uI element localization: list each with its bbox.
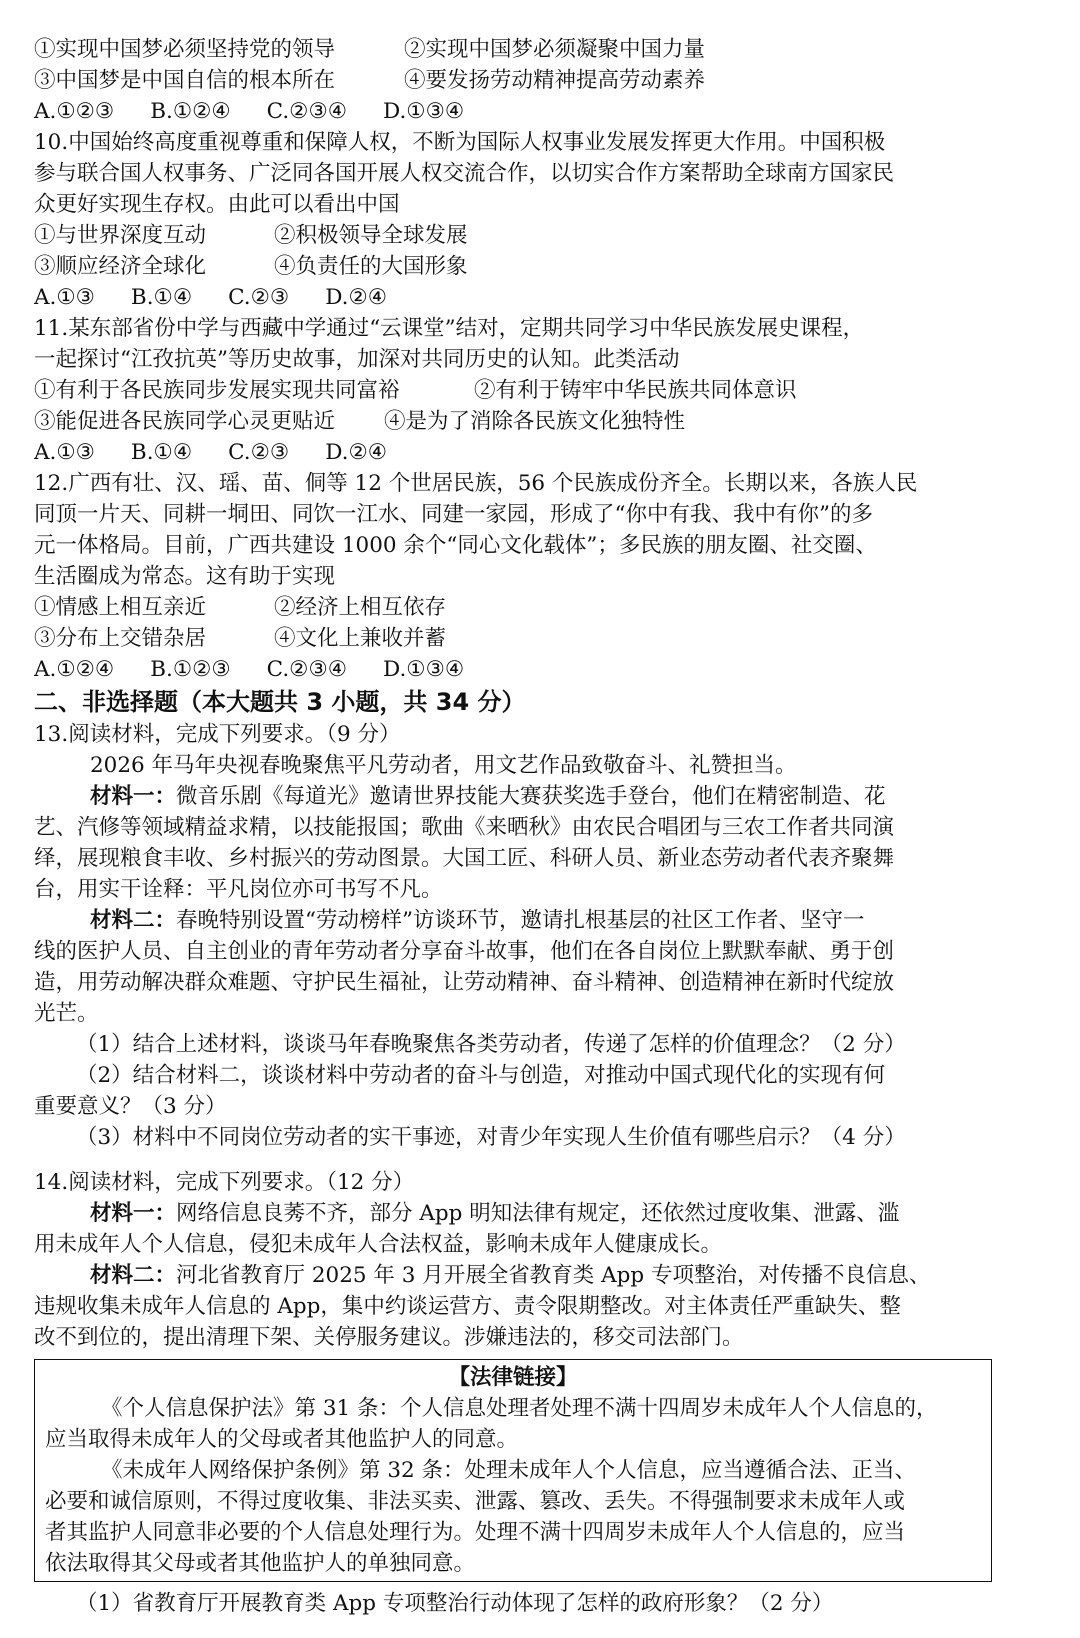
q14-material-1-line — [34, 1198, 1020, 1229]
law-link-title: 【法律链接】 — [448, 1365, 578, 1390]
q14-intro: 14.阅读材料，完成下列要求。（12 分） — [34, 1170, 415, 1195]
q9-choice-c: C.②③④ — [266, 99, 347, 124]
q11-choice-d: D.②④ — [325, 440, 388, 465]
q9-options-row-2 — [34, 65, 1020, 96]
q9-choices — [34, 96, 1020, 127]
q10-option-3: ③顺应经济全球化 — [34, 254, 207, 279]
q9-option-2: ②实现中国梦必须凝聚中国力量 — [404, 37, 706, 62]
q12-options-row-1 — [34, 592, 1020, 623]
q14-material-2-line: 违规收集未成年人信息的 App，集中约谈运营方、责令限期整改。对主体责任严重缺失、整 — [34, 1294, 901, 1319]
q12-option-1: ①情感上相互亲近 — [34, 595, 207, 620]
q13-material-2-line: 造，用劳动解决群众难题、守护民生福祉，让劳动精神、奋斗精神、创造精神在新时代绽放 — [34, 970, 895, 995]
q10-choice-b: B.①④ — [130, 285, 193, 310]
law-link-box — [34, 1359, 992, 1582]
q12-options-row-2 — [34, 623, 1020, 654]
q12-choice-a: A.①②④ — [34, 657, 115, 682]
q10-choice-a: A.①③ — [34, 285, 95, 310]
q14-material-1-label: 材料一： — [90, 1201, 177, 1226]
q9-choice-d: D.①③④ — [383, 99, 465, 124]
q10-stem-line: 参与联合国人权事务、广泛同各国开展人权交流合作，以切实合作方案帮助全球南方国家民 — [34, 161, 895, 186]
q12-option-4: ④文化上兼收并蓄 — [274, 626, 447, 651]
law-1-line: 应当取得未成年人的父母或者其他监护人的同意。 — [45, 1427, 519, 1452]
law-2-line: 依法取得其父母或者其他监护人的单独同意。 — [45, 1551, 476, 1576]
q13-material-2-label: 材料二： — [90, 908, 177, 933]
q12-stem-line: 元一体格局。目前，广西共建设 1000 余个“同心文化载体”；多民族的朋友圈、社交圈、 — [34, 533, 877, 558]
q11-stem-line: 11.某东部省份中学与西藏中学通过“云课堂”结对，定期共同学习中华民族发展史课程， — [34, 316, 865, 341]
law-1-line: 《个人信息保护法》第 31 条：个人信息处理者处理不满十四周岁未成年人个人信息的， — [101, 1396, 938, 1421]
q14-material-2-line — [34, 1260, 1020, 1291]
q12-stem-line: 12.广西有壮、汉、瑶、苗、侗等 12 个世居民族，56 个民族成份齐全。长期以来，各族人民 — [34, 471, 918, 496]
q10-stem-line: 10.中国始终高度重视尊重和保障人权，不断为国际人权事业发展发挥更大作用。中国积极 — [34, 130, 886, 155]
q10-options-row-1 — [34, 220, 1020, 251]
q13-material-1-line: 绎，展现粮食丰收、乡村振兴的劳动图景。大国工匠、科研人员、新业态劳动者代表齐聚舞 — [34, 846, 895, 871]
q10-choice-c: C.②③ — [228, 285, 290, 310]
q13-material-1-label: 材料一： — [90, 784, 177, 809]
q13-sub-question-3: （3）材料中不同岗位劳动者的实干事迹，对青少年实现人生价值有哪些启示？（4 分） — [76, 1125, 906, 1150]
q14-material-1-line: 用未成年人个人信息，侵犯未成年人合法权益，影响未成年人健康成长。 — [34, 1232, 723, 1257]
q13-intro: 13.阅读材料，完成下列要求。（9 分） — [34, 722, 401, 747]
q10-option-1: ①与世界深度互动 — [34, 223, 207, 248]
q13-lead: 2026 年马年央视春晚聚焦平凡劳动者，用文艺作品致敬奋斗、礼赞担当。 — [90, 753, 797, 778]
q9-option-1: ①实现中国梦必须坚持党的领导 — [34, 37, 336, 62]
q10-choice-d: D.②④ — [325, 285, 388, 310]
q12-choices — [34, 654, 1020, 685]
q12-stem-line: 同顶一片天、同耕一垌田、同饮一江水、同建一家园，形成了“你中有我、我中有你”的多 — [34, 502, 873, 527]
section-heading: 二、非选择题（本大题共 3 小题，共 34 分） — [34, 688, 526, 716]
q9-option-4: ④要发扬劳动精神提高劳动素养 — [404, 68, 706, 93]
q13-sub-question-1: （1）结合上述材料，谈谈马年春晚聚焦各类劳动者，传递了怎样的价值理念？（2 分） — [76, 1032, 906, 1057]
q12-stem-line: 生活圈成为常态。这有助于实现 — [34, 564, 336, 589]
q9-options-row-1 — [34, 34, 1020, 65]
q13-material-1-line: 台，用实干诠释：平凡岗位亦可书写不凡。 — [34, 877, 443, 902]
q9-choice-a: A.①②③ — [34, 99, 115, 124]
q11-options-row-1 — [34, 375, 1020, 406]
q11-option-1: ①有利于各民族同步发展实现共同富裕 — [34, 378, 400, 403]
q11-option-3: ③能促进各民族同学心灵更贴近 — [34, 409, 336, 434]
law-2-line: 必要和诚信原则，不得过度收集、非法买卖、泄露、篡改、丢失。不得强制要求未成年人或 — [45, 1489, 906, 1514]
q11-option-4: ④是为了消除各民族文化独特性 — [384, 409, 686, 434]
q12-option-2: ②经济上相互依存 — [274, 595, 447, 620]
q9-option-3: ③中国梦是中国自信的根本所在 — [34, 68, 336, 93]
q11-choice-c: C.②③ — [228, 440, 290, 465]
q12-choice-c: C.②③④ — [266, 657, 347, 682]
q11-choice-b: B.①④ — [130, 440, 193, 465]
q13-material-2-line: 光芒。 — [34, 1001, 99, 1026]
q14-material-2-text: 河北省教育厅 2025 年 3 月开展全省教育类 App 专项整治，对传播不良信息、 — [176, 1263, 931, 1288]
q13-material-2-text: 春晚特别设置“劳动榜样”访谈环节，邀请扎根基层的社区工作者、坚守一 — [176, 908, 865, 933]
q14-material-2-label: 材料二： — [90, 1263, 177, 1288]
q10-choices — [34, 282, 1020, 313]
q9-choice-b: B.①②④ — [150, 99, 231, 124]
q14-material-1-text: 网络信息良莠不齐，部分 App 明知法律有规定，还依然过度收集、泄露、滥 — [176, 1201, 900, 1226]
q10-option-2: ②积极领导全球发展 — [274, 223, 468, 248]
q13-material-2-line: 线的医护人员、自主创业的青年劳动者分享奋斗故事，他们在各自岗位上默默奉献、勇于创 — [34, 939, 895, 964]
q11-choice-a: A.①③ — [34, 440, 95, 465]
q12-option-3: ③分布上交错杂居 — [34, 626, 207, 651]
q13-sub-question-2-cont: 重要意义？（3 分） — [34, 1094, 227, 1119]
q11-stem-line: 一起探讨“江孜抗英”等历史故事，加深对共同历史的认知。此类活动 — [34, 347, 680, 372]
q10-stem-line: 众更好实现生存权。由此可以看出中国 — [34, 192, 400, 217]
q10-option-4: ④负责任的大国形象 — [274, 254, 468, 279]
q11-option-2: ②有利于铸牢中华民族共同体意识 — [474, 378, 797, 403]
q14-sub-question-1: （1）省教育厅开展教育类 App 专项整治行动体现了怎样的政府形象？（2 分） — [76, 1591, 834, 1616]
spacer — [34, 1153, 1020, 1167]
q14-material-2-line: 改不到位的，提出清理下架、关停服务建议。涉嫌违法的，移交司法部门。 — [34, 1325, 744, 1350]
q12-choice-d: D.①③④ — [383, 657, 465, 682]
q13-material-1-line: 艺、汽修等领域精益求精，以技能报国；歌曲《来晒秋》由农民合唱团与三农工作者共同演 — [34, 815, 895, 840]
q13-material-2-line — [34, 905, 1020, 936]
q12-choice-b: B.①②③ — [150, 657, 231, 682]
q13-sub-question-2: （2）结合材料二，谈谈材料中劳动者的奋斗与创造，对推动中国式现代化的实现有何 — [76, 1063, 886, 1088]
q13-material-1-line — [34, 781, 1020, 812]
law-2-line: 者其监护人同意非必要的个人信息处理行为。处理不满十四周岁未成年人个人信息的，应当 — [45, 1520, 906, 1545]
q11-options-row-2 — [34, 406, 1020, 437]
q10-options-row-2 — [34, 251, 1020, 282]
law-2-line: 《未成年人网络保护条例》第 32 条：处理未成年人个人信息，应当遵循合法、正当、 — [101, 1458, 917, 1483]
q11-choices — [34, 437, 1020, 468]
q13-material-1-text: 微音乐剧《每道光》邀请世界技能大赛获奖选手登台，他们在精密制造、花 — [176, 784, 886, 809]
